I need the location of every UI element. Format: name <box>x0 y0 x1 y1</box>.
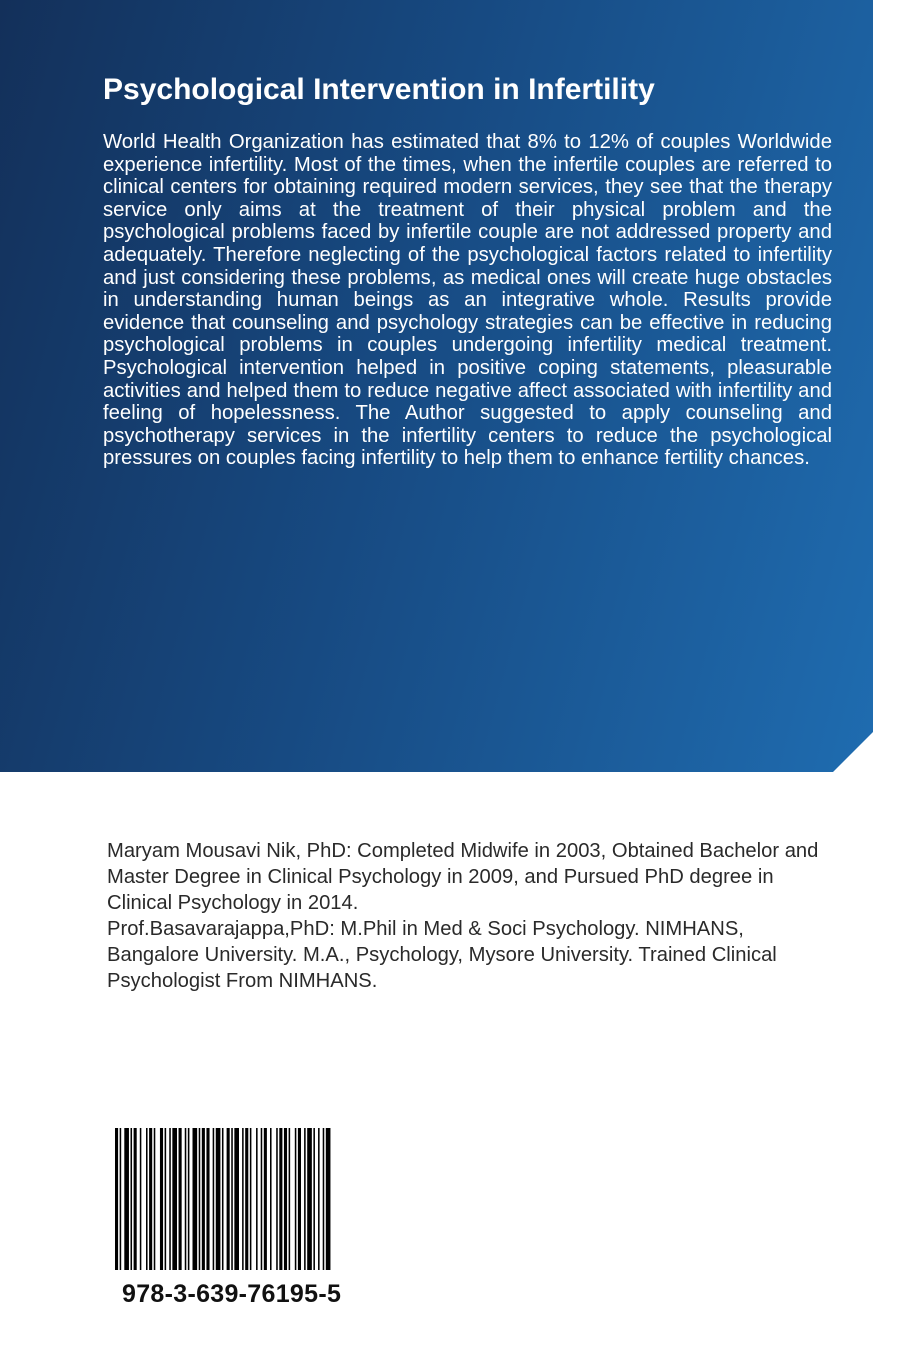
barcode-bar <box>323 1128 325 1270</box>
barcode-bar <box>172 1128 177 1270</box>
barcode-bar <box>199 1128 201 1270</box>
barcode-bar <box>245 1128 248 1270</box>
barcode-bar <box>115 1128 118 1270</box>
barcode-bar <box>131 1128 133 1270</box>
barcode-bar <box>227 1128 230 1270</box>
barcode-bar <box>289 1128 291 1270</box>
barcode-bar <box>256 1128 258 1270</box>
barcode-bar <box>313 1128 315 1270</box>
barcode-bar <box>202 1128 205 1270</box>
barcode-bar <box>120 1128 122 1270</box>
barcode-bar <box>326 1128 331 1270</box>
barcode-bar <box>234 1128 239 1270</box>
barcode-bar <box>276 1128 278 1270</box>
barcode-bar <box>213 1128 215 1270</box>
barcode-bar <box>124 1128 129 1270</box>
barcode-bar <box>264 1128 267 1270</box>
barcode-bar <box>304 1128 306 1270</box>
barcode-bar <box>242 1128 244 1270</box>
barcode-bar <box>279 1128 282 1270</box>
barcode-bar <box>318 1128 320 1270</box>
barcode-bar <box>193 1128 198 1270</box>
barcode-bar <box>295 1128 297 1270</box>
book-abstract: World Health Organization has estimated that 8% to 12% of couples Worldwide experience infertility. Most of the times, when the infertile couples are referred to clinical centers for obtaining required modern services, they see that the therapy service only aims at the treatment of their physical problem and the psychological problems faced by infertile couple are not addressed property and adequately. Therefore neglecting of the psychological factors related to infertility and just considering these problems, as medical ones will create huge obstacles in understanding human beings as an integrative whole. Results provide evidence that counseling and psychology strategies can be effective in reducing psychological problems in couples undergoing infertility medical treatment. Psychological intervention helped in positive coping statements, pleasurable activities and helped them to reduce negative affect associated with infertility and feeling of hopelessness. The Author suggested to apply counseling and psychotherapy services in the infertility centers to reduce the psychological pressures on couples facing infertility to help them to enhance fertility chances. <box>103 131 832 470</box>
author-bio <box>107 838 827 994</box>
barcode-bar <box>231 1128 233 1270</box>
barcode-bar <box>261 1128 263 1270</box>
barcode-bar <box>216 1128 221 1270</box>
barcode-bar <box>298 1128 301 1270</box>
barcode-bar <box>250 1128 252 1270</box>
barcode-bar <box>134 1128 137 1270</box>
barcode-bar <box>270 1128 272 1270</box>
barcode-bar <box>146 1128 148 1270</box>
barcode-bar <box>307 1128 312 1270</box>
barcode-bar <box>149 1128 152 1270</box>
barcode-bar <box>154 1128 156 1270</box>
isbn-number: 978-3-639-76195-5 <box>122 1280 342 1308</box>
barcode-bar <box>222 1128 224 1270</box>
author-bio-second: Prof.Basavarajappa,PhD: M.Phil in Med & Soci Psychology. NIMHANS, Bangalore University. M.A., Psychology, Mysore University. Trained Clinical Psychologist From NIMHANS. <box>107 918 777 992</box>
barcode-bar <box>206 1128 209 1270</box>
barcode-bar <box>165 1128 167 1270</box>
barcode-bar <box>188 1128 190 1270</box>
barcode-bar <box>140 1128 142 1270</box>
book-title: Psychological Intervention in Infertility <box>103 73 655 106</box>
barcode-bars <box>107 1122 397 1272</box>
barcode-bar <box>169 1128 171 1270</box>
barcode-bar <box>185 1128 187 1270</box>
barcode-bar <box>284 1128 287 1270</box>
barcode-bar <box>160 1128 163 1270</box>
author-bio-first: Maryam Mousavi Nik, PhD: Completed Midwife in 2003, Obtained Bachelor and Master Degree in Clinical Psychology in 2009, and Pursued PhD degree in Clinical Psychology in 2014. <box>107 840 819 914</box>
barcode-bar <box>179 1128 182 1270</box>
